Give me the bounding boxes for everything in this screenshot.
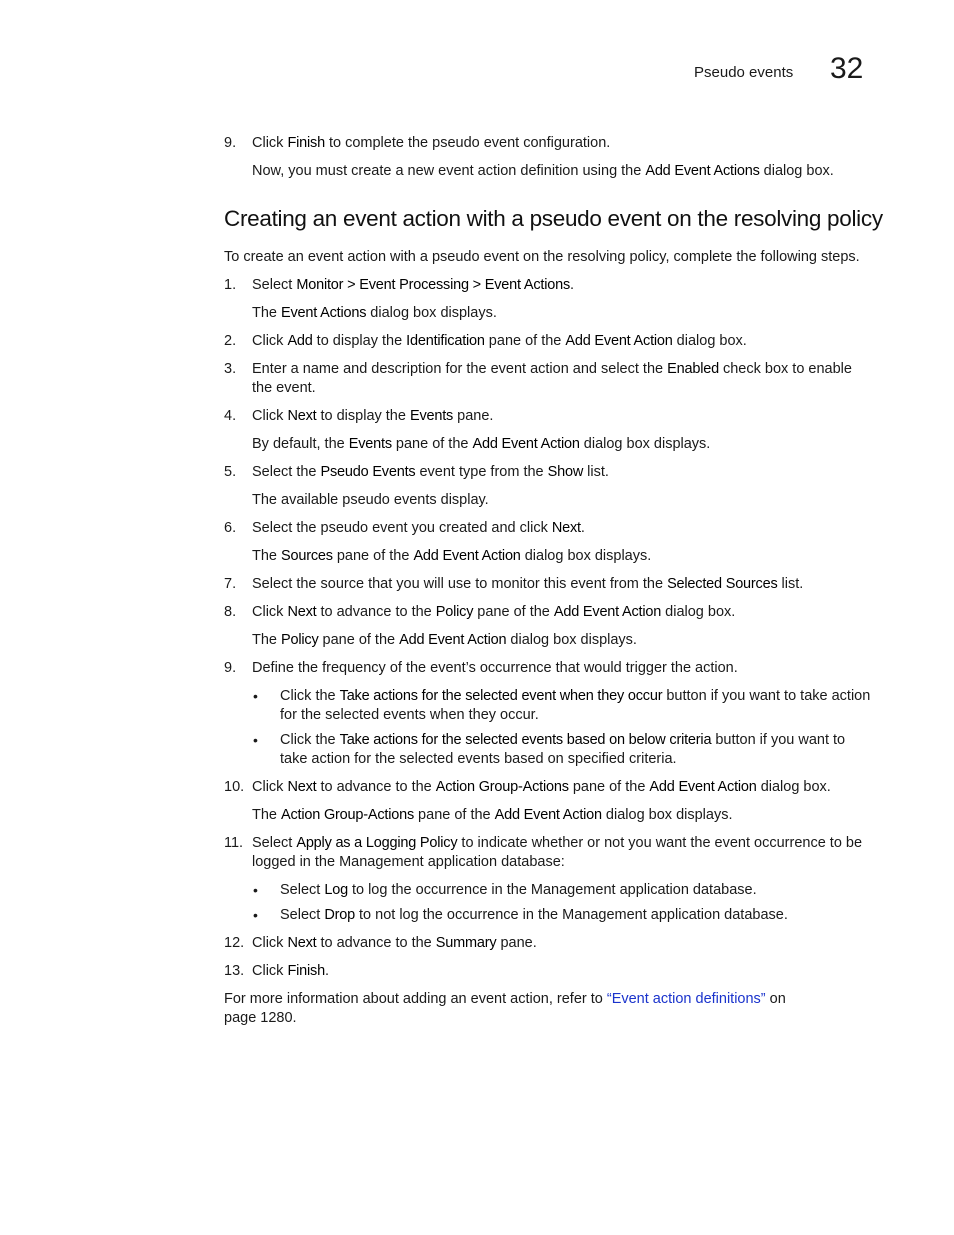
step-9-finish: 9. Click Finish to complete the pseudo event configuration.	[224, 135, 611, 151]
cross-reference: For more information about adding an event action, refer to “Event action definitions” on page 1280.	[224, 991, 786, 1026]
step-8-note: The Policy pane of the Add Event Action dialog box displays.	[252, 632, 637, 648]
procedure	[224, 248, 874, 1028]
step-8: 8. Click Next to advance to the Policy pane of the Add Event Action dialog box.	[224, 604, 736, 620]
step-11-bullet-1: • Select Log to log the occurrence in the Management application database.	[253, 882, 757, 898]
bullet-icon: •	[253, 882, 258, 898]
chapter-number: 32	[830, 52, 864, 85]
step-9-bullet-1: • Click the Take actions for the selected event when they occur button if you want to take action for the selected events when they occur.	[253, 688, 871, 723]
running-header-section: Pseudo events	[694, 64, 794, 81]
intro-paragraph: To create an event action with a pseudo event on the resolving policy, complete the following steps.	[224, 249, 860, 265]
step-10-note: The Action Group-Actions pane of the Add Event Action dialog box displays.	[252, 807, 733, 823]
step-4: 4. Click Next to display the Events pane.	[224, 408, 494, 424]
step-2: 2. Click Add to display the Identification pane of the Add Event Action dialog box.	[224, 333, 747, 349]
step-9: 9. Define the frequency of the event’s occurrence that would trigger the action.	[224, 660, 738, 676]
section-heading: Creating an event action with a pseudo event on the resolving policy	[224, 206, 883, 231]
event-action-definitions-link[interactable]: “Event action definitions”	[606, 991, 766, 1007]
bullet-icon: •	[253, 907, 258, 923]
step-3: 3. Enter a name and description for the event action and select the Enabled check box to enable the event.	[224, 361, 852, 396]
step-5: 5. Select the Pseudo Events event type from the Show list.	[224, 464, 609, 480]
step-10: 10. Click Next to advance to the Action Group-Actions pane of the Add Event Action dialog box.	[224, 779, 831, 795]
step-9-note: Now, you must create a new event action definition using the Add Event Actions dialog box.	[252, 163, 834, 179]
previous-steps	[224, 134, 874, 190]
step-7: 7. Select the source that you will use to monitor this event from the Selected Sources list.	[224, 576, 804, 592]
step-1: 1. Select Monitor > Event Processing > Event Actions.	[224, 277, 575, 293]
step-4-note: By default, the Events pane of the Add Event Action dialog box displays.	[252, 436, 711, 452]
step-5-note: The available pseudo events display.	[252, 492, 489, 508]
step-6-note: The Sources pane of the Add Event Action dialog box displays.	[252, 548, 652, 564]
step-13: 13. Click Finish.	[224, 963, 329, 979]
step-11-bullet-2: • Select Drop to not log the occurrence in the Management application database.	[253, 907, 788, 923]
step-9-bullet-2: • Click the Take actions for the selected events based on below criteria button if you want to take action for the selected events based on specified criteria.	[253, 732, 846, 767]
step-6: 6. Select the pseudo event you created and click Next.	[224, 520, 585, 536]
step-1-note: The Event Actions dialog box displays.	[252, 305, 497, 321]
step-12: 12. Click Next to advance to the Summary pane.	[224, 935, 537, 951]
step-11: 11. Select Apply as a Logging Policy to indicate whether or not you want the event occurrence to be logged in the Management application database:	[224, 835, 863, 870]
bullet-icon: •	[253, 688, 258, 704]
bullet-icon: •	[253, 732, 258, 748]
